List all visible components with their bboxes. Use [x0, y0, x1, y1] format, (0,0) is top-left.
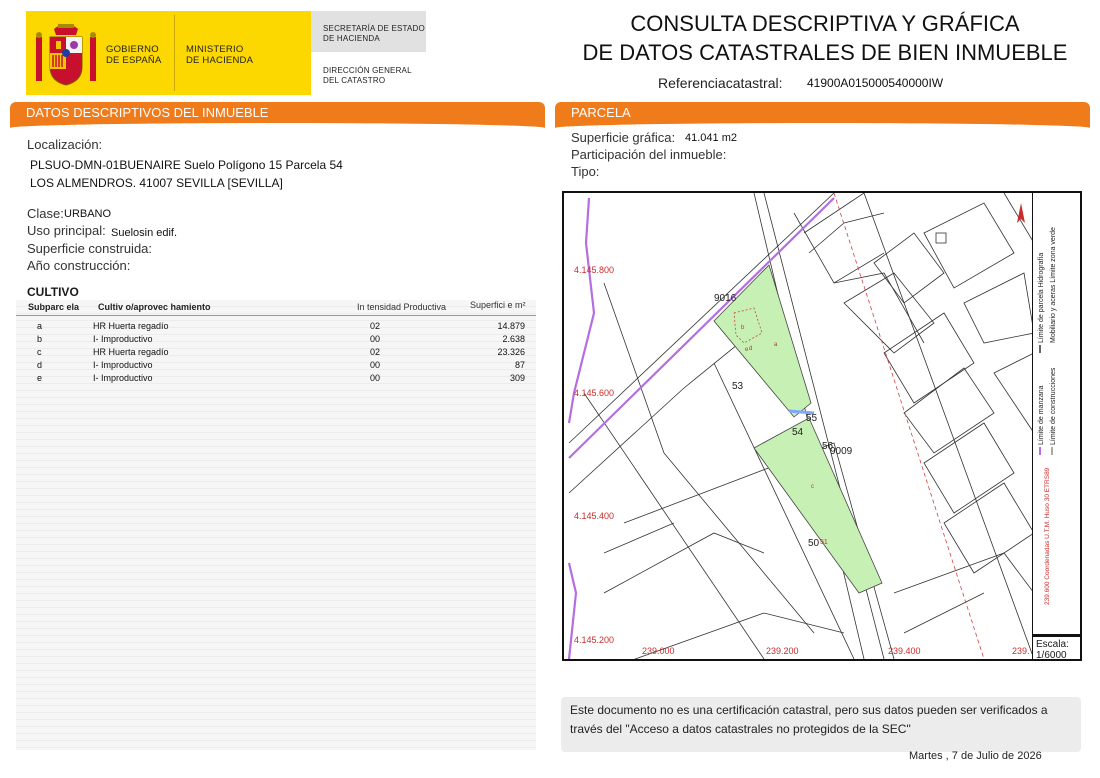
cell-intensity: 00 — [370, 334, 381, 344]
parcel-label: 9009 — [830, 446, 853, 457]
cell-intensity: 00 — [370, 360, 381, 370]
north-arrow-icon — [1017, 203, 1025, 223]
legend-construcciones: Límite de construcciones — [1050, 367, 1057, 445]
col-header-crop: Cultiv o/aprovec hamiento — [98, 302, 211, 312]
location-label: Localización: — [27, 137, 103, 152]
crop-table-title: CULTIVO — [27, 285, 79, 299]
x-coord-label: 239.400 — [888, 646, 921, 656]
col-header-subparcel: Subparc ela — [28, 302, 80, 312]
subparcel-label: c — [811, 484, 814, 490]
directorate-line-2: DEL CATASTRO — [323, 76, 386, 85]
disclaimer-line-2: través del "Acceso a datos catastrales no protegidos de la SEC" — [570, 722, 911, 736]
main-use-value: Suelosin edif. — [111, 227, 178, 239]
cell-crop: HR Huerta regadío — [93, 321, 169, 331]
cell-crop: HR Huerta regadío — [93, 347, 169, 357]
document-title-line-1: CONSULTA DESCRIPTIVA Y GRÁFICA — [630, 11, 1020, 36]
y-coord-label: 4.145.800 — [574, 265, 615, 275]
parcel-label: 56 — [822, 441, 834, 452]
main-use-label: Uso principal: — [27, 223, 106, 238]
cell-crop: I- Improductivo — [93, 334, 153, 344]
parcel-header: PARCELA — [555, 102, 1090, 128]
parcel-label: 53 — [732, 381, 744, 392]
cell-subparcel: a — [37, 321, 43, 331]
graphic-area-value: 41.041 m2 — [685, 132, 737, 144]
scale-label: Escala: — [1036, 639, 1069, 650]
parcel-label: 50 — [808, 538, 820, 549]
address-line-1: PLSUO-DMN-01BUENAIRE Suelo Polígono 15 Parcela 54 — [30, 158, 343, 172]
document-title-line-2: DE DATOS CATASTRALES DE BIEN INMUEBLE — [582, 40, 1068, 65]
class-label: Clase: — [27, 206, 64, 221]
type-label: Tipo: — [571, 164, 600, 179]
map-legend — [1032, 191, 1082, 636]
legend-mobiliario: Mobiliario y aceras Límite zona verde — [1050, 227, 1057, 343]
subparcel-label: b — [741, 325, 745, 331]
ministry-line-1: MINISTERIO — [186, 44, 244, 55]
cell-intensity: 02 — [370, 347, 381, 357]
document-date: Martes , 7 de Julio de 2026 — [909, 750, 1042, 762]
scale-box — [1032, 636, 1082, 661]
subparcel-label: a — [774, 342, 778, 348]
y-coord-label: 4.145.200 — [574, 635, 615, 645]
cell-subparcel: d — [37, 360, 43, 370]
col-header-area: Superfici e m² — [470, 300, 526, 310]
x-coord-label: 239.200 — [766, 646, 799, 656]
x-coord-label: 239. — [1012, 646, 1030, 656]
subparcel-label: e — [745, 347, 749, 353]
cell-subparcel: e — [37, 373, 43, 383]
y-coord-label: 4.145.600 — [574, 388, 615, 398]
participation-label: Participación del inmueble: — [571, 147, 727, 162]
built-area-label: Superficie construida: — [27, 241, 153, 256]
legend-manzana: Límite de manzana — [1038, 385, 1045, 445]
legend-coordinates: 239.600 Coordenadas U.T.M. Huso 30 ETRS89 — [1044, 467, 1051, 605]
scale-value: 1/6000 — [1036, 650, 1067, 661]
cell-area: 23.326 — [497, 347, 525, 357]
secretariat-line-2: DE HACIENDA — [323, 34, 380, 43]
map-drawing — [564, 193, 1080, 659]
cell-crop: I- Improductivo — [93, 360, 153, 370]
cadastral-map[interactable] — [562, 191, 1082, 661]
directorate-line-1: DIRECCIÓN GENERAL — [323, 66, 412, 75]
cadastral-ref-label: Referenciacatastral: — [658, 75, 783, 91]
cell-area: 87 — [514, 360, 525, 370]
graphic-area-label: Superficie gráfica: — [571, 130, 676, 145]
gov-line-2: DE ESPAÑA — [106, 55, 162, 66]
cadastral-ref-value: 41900A015000540000IW — [807, 76, 944, 90]
coat-of-arms-icon — [36, 19, 96, 89]
legend-hidrografia: Límite de parcela Hidrografía — [1038, 252, 1045, 343]
cell-area: 14.879 — [497, 321, 525, 331]
cell-subparcel: c — [37, 347, 42, 357]
address-line-2: LOS ALMENDROS. 41007 SEVILLA [SEVILLA] — [30, 176, 283, 190]
parcel-label: 54 — [792, 427, 804, 438]
ministry-line-2: DE HACIENDA — [186, 55, 254, 66]
parcel-label: 51 — [820, 539, 828, 546]
disclaimer-line-1: Este documento no es una certificación catastral, pero sus datos pueden ser verificados a — [570, 703, 1048, 717]
cell-area: 2.638 — [502, 334, 525, 344]
construction-year-label: Año construcción: — [27, 258, 131, 273]
subparcel-label: d — [749, 346, 753, 352]
government-logo — [26, 11, 426, 95]
class-value: URBANO — [64, 208, 112, 220]
legend-drawing — [1033, 193, 1081, 635]
descriptive-data-header: DATOS DESCRIPTIVOS DEL INMUEBLE — [10, 102, 545, 128]
cell-area: 309 — [509, 373, 525, 383]
cell-intensity: 02 — [370, 321, 381, 331]
secretariat-line-1: SECRETARÍA DE ESTADO — [323, 24, 425, 33]
parcel-label: 9016 — [714, 293, 737, 304]
x-coord-label: 239.000 — [642, 646, 675, 656]
logo-divider — [174, 15, 175, 91]
cell-intensity: 00 — [370, 373, 381, 383]
gov-line-1: GOBIERNO — [106, 44, 159, 55]
parcel-label: 55 — [806, 413, 818, 424]
table-header-divider — [16, 315, 536, 316]
cell-crop: I- Improductivo — [93, 373, 153, 383]
disclaimer-note — [561, 697, 1081, 752]
cell-subparcel: b — [37, 334, 43, 344]
col-header-intensity: In tensidad Productiva — [357, 302, 447, 312]
y-coord-label: 4.145.400 — [574, 511, 615, 521]
